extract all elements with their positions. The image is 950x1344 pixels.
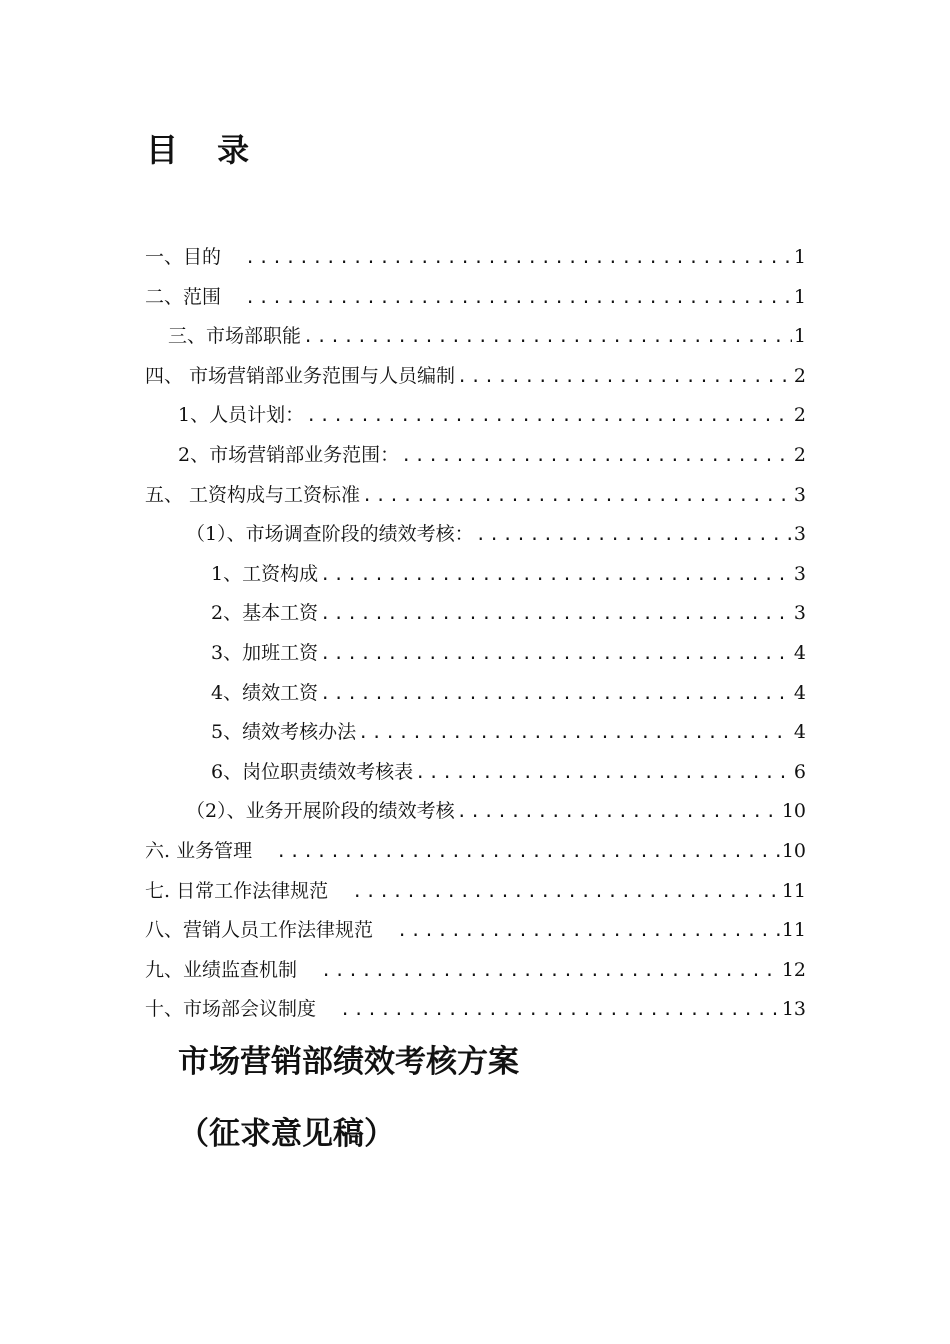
toc-page-number: 4	[793, 721, 806, 744]
toc-leader-dots	[457, 793, 780, 833]
toc-entry-text: 4、绩效工资	[211, 681, 319, 704]
toc-entry-text: 三、市场部职能	[168, 325, 302, 348]
toc-page-number: 11	[781, 919, 806, 942]
toc-entry-text: 十、市场部会议制度	[145, 998, 317, 1021]
toc-page-number: 1	[793, 325, 806, 348]
toc-entry[interactable]	[0, 872, 950, 912]
toc-page-number: 4	[793, 641, 806, 664]
toc-entry[interactable]	[0, 594, 950, 634]
toc-leader-dots	[457, 358, 792, 398]
toc-entry-text: 5、绩效考核办法	[211, 721, 357, 744]
toc-page-number: 10	[781, 839, 806, 862]
toc-leader-dots	[303, 318, 792, 358]
toc-entry-text: 3、加班工资	[211, 641, 319, 664]
toc-page-number: 10	[781, 800, 806, 823]
toc-page-number: 3	[793, 523, 806, 546]
toc-entry[interactable]	[0, 396, 950, 436]
toc-entry[interactable]	[0, 832, 950, 872]
toc-page-number: 1	[793, 285, 806, 308]
toc-page-number: 6	[793, 760, 806, 783]
toc-entry[interactable]	[0, 278, 950, 318]
toc-entry[interactable]	[0, 515, 950, 555]
toc-page-number: 3	[793, 562, 806, 585]
toc-page-number: 3	[793, 483, 806, 506]
toc-leader-dots	[476, 516, 792, 556]
toc-entry[interactable]	[0, 436, 950, 476]
toc-entry-text: （2）、业务开展阶段的绩效考核	[186, 800, 455, 823]
toc-page-number: 12	[781, 958, 806, 981]
toc-leader-dots	[320, 675, 792, 715]
toc-entry[interactable]	[0, 911, 950, 951]
toc-entry[interactable]	[0, 713, 950, 753]
toc-entry-text: 2、基本工资	[211, 602, 319, 625]
toc-page-number: 13	[781, 998, 806, 1021]
toc-entry-text: 六. 业务管理	[145, 839, 253, 862]
toc-entry-text: 6、岗位职责绩效考核表	[211, 760, 414, 783]
toc-page-number: 3	[793, 602, 806, 625]
toc-leader-dots	[401, 437, 792, 477]
toc-entry-text: 一、目的	[145, 246, 222, 268]
toc-leader-dots	[321, 952, 780, 992]
toc-leader-dots	[245, 279, 792, 319]
toc-entry[interactable]	[0, 792, 950, 832]
toc-leader-dots	[276, 833, 780, 873]
toc-page-number: 4	[793, 681, 806, 704]
table-of-contents	[0, 238, 950, 1030]
toc-leader-dots	[320, 595, 792, 635]
toc-page-number: 11	[781, 879, 806, 902]
toc-leader-dots	[320, 556, 792, 596]
toc-leader-dots	[352, 873, 780, 913]
toc-entry[interactable]	[0, 317, 950, 357]
toc-leader-dots	[245, 239, 792, 279]
toc-entry-text: 二、范围	[145, 285, 222, 308]
toc-entry-text: 五、 工资构成与工资标准	[145, 483, 361, 506]
toc-leader-dots	[362, 477, 792, 517]
toc-leader-dots	[397, 912, 780, 952]
toc-entry[interactable]	[0, 951, 950, 991]
toc-entry[interactable]	[0, 555, 950, 595]
toc-entry[interactable]	[0, 476, 950, 516]
toc-page-number: 2	[793, 443, 806, 466]
toc-title: 目 录	[146, 131, 264, 169]
toc-entry[interactable]	[0, 990, 950, 1030]
toc-entry-text: 七. 日常工作法律规范	[145, 879, 329, 902]
toc-entry-text: 1、人员计划：	[178, 404, 305, 427]
document-subtitle: （征求意见稿）	[178, 1116, 395, 1152]
toc-leader-dots	[415, 754, 792, 794]
toc-page-number: 2	[793, 364, 806, 387]
toc-entry-text: 1、工资构成	[211, 562, 319, 585]
toc-entry-text: 八、营销人员工作法律规范	[145, 919, 374, 942]
toc-entry[interactable]	[0, 634, 950, 674]
toc-entry[interactable]	[0, 674, 950, 714]
toc-entry-text: 九、业绩监查机制	[145, 958, 298, 981]
toc-entry-text: 四、 市场营销部业务范围与人员编制	[145, 364, 456, 387]
toc-leader-dots	[320, 635, 792, 675]
toc-entry-text: （1）、市场调查阶段的绩效考核：	[186, 523, 474, 546]
toc-entry-text: 2、市场营销部业务范围：	[178, 443, 400, 466]
toc-leader-dots	[358, 714, 792, 754]
toc-entry[interactable]	[0, 357, 950, 397]
toc-page-number: 1	[793, 246, 806, 268]
document-title: 市场营销部绩效考核方案	[178, 1044, 519, 1080]
toc-leader-dots	[340, 991, 780, 1031]
toc-leader-dots	[306, 397, 792, 437]
toc-page-number: 2	[793, 404, 806, 427]
toc-entry[interactable]	[0, 753, 950, 793]
toc-entry[interactable]	[0, 238, 950, 278]
